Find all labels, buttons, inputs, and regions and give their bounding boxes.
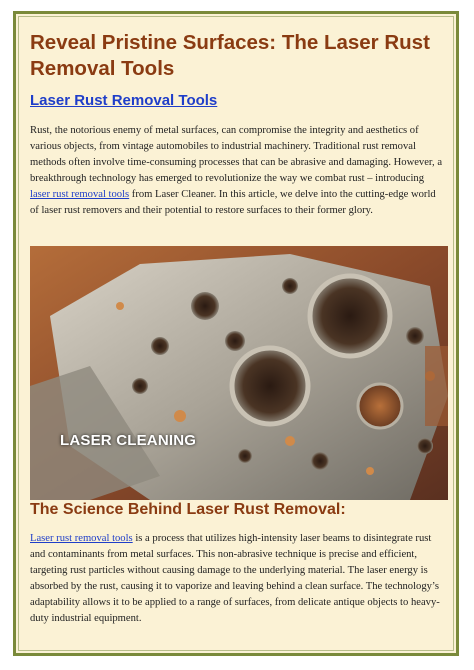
section-paragraph <box>30 531 446 626</box>
intro-inline-link[interactable]: laser rust removal tools <box>30 188 130 200</box>
document-title: Reveal Pristine Surfaces: The Laser Rust Removal Tools <box>30 31 430 80</box>
document-page <box>13 11 459 656</box>
intro-text-after: from Laser Cleaner. In this article, we delve into the cutting-edge world of laser rust removers and their potential to restore surfaces to their former glory. <box>30 188 436 216</box>
intro-text-before: Rust, the notorious enemy of metal surfaces, can compromise the integrity and aesthetics of various objects, from vintage automobiles to industrial machinery. Traditional rust removal methods often involve time-consuming processes that can be abrasive and damaging. However, a breakthrough technology has emerged to revolutionize the way we combat rust – introducing <box>30 125 443 184</box>
photo-caption: LASER CLEANING <box>60 432 197 449</box>
subtitle-link[interactable]: Laser Rust Removal Tools <box>30 92 218 109</box>
section-heading: The Science Behind Laser Rust Removal: <box>30 501 346 518</box>
engine-part-illustration <box>30 246 448 500</box>
laser-cleaning-photo <box>30 246 448 500</box>
section-text-after: is a process that utilizes high-intensity laser beams to disintegrate rust and contaminants from metal surfaces. This non-abrasive technique is precise and efficient, targeting rust particles without causing damage to the underlying material. The laser energy is absorbed by the rust, causing it to vaporize and leaving behind a clean surface. The technology’s adaptability allows it to be applied to a range of surfaces, from delicate antique objects to heavy-duty industrial equipment. <box>30 533 440 624</box>
intro-paragraph <box>30 123 446 218</box>
section-inline-link[interactable]: Laser rust removal tools <box>30 533 133 544</box>
